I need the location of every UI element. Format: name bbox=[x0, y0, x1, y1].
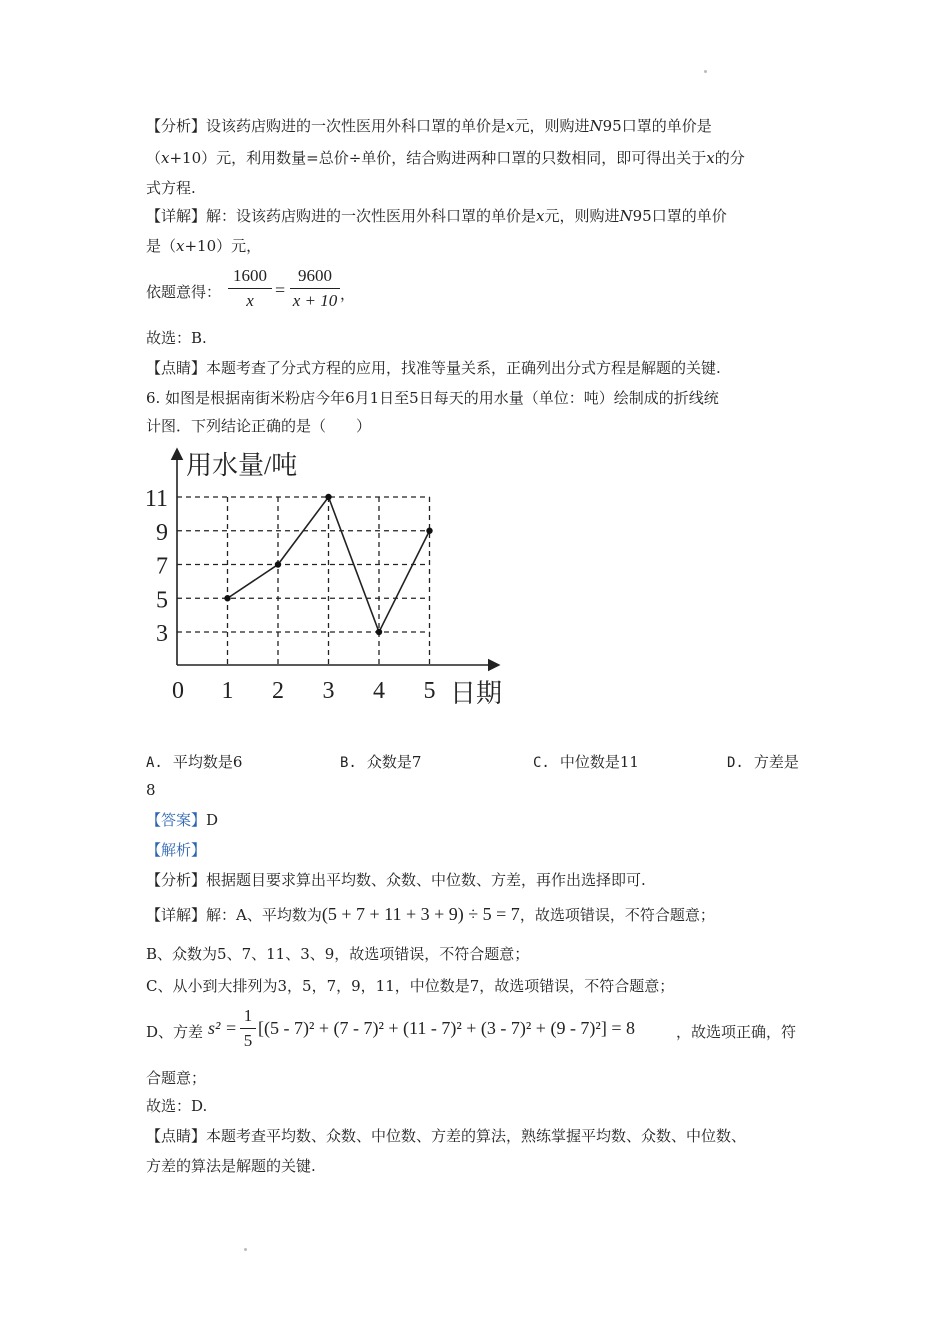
variance-symbol: s² = bbox=[208, 1018, 238, 1038]
detail2-line2: B、众数为5、7、11、3、9，故选项错误，不符合题意； bbox=[146, 945, 530, 963]
equals-sign: = bbox=[275, 280, 286, 300]
mean-expression: (5 + 7 + 11 + 3 + 9) ÷ 5 = 7 bbox=[321, 904, 520, 924]
option-d-continued: 8 bbox=[146, 781, 156, 799]
detail2-line3: C、从小到大排列为3，5，7，9，11，中位数是7，故选项错误，不符合题意； bbox=[146, 977, 675, 995]
data-point bbox=[325, 494, 331, 500]
detail2-line4-suffix: ，故选项正确，符 bbox=[676, 1023, 797, 1041]
detail1-line1: 【详解】解：设该药店购进的一次性医用外科口罩的单价是x元，则购进N95口罩的单价 bbox=[146, 207, 727, 225]
data-point bbox=[376, 629, 382, 635]
x-axis-label: 日期 bbox=[450, 679, 503, 708]
x-tick-label: 4 bbox=[373, 678, 385, 704]
y-tick-label: 3 bbox=[156, 621, 168, 647]
analysis1-line1: 【分析】设该药店购进的一次性医用外科口罩的单价是x元，则购进N95口罩的单价是 bbox=[146, 117, 712, 135]
detail2-line5: 合题意； bbox=[146, 1069, 207, 1087]
choose-d: 故选：D. bbox=[146, 1097, 208, 1115]
comment2-line2: 方差的算法是解题的关键. bbox=[146, 1157, 316, 1175]
y-tick-label: 11 bbox=[144, 486, 168, 512]
page-mark-bottom bbox=[244, 1248, 247, 1251]
analysis-tag: 【解析】 bbox=[146, 841, 207, 859]
question6-line1: 6. 如图是根据南街米粉店今年6月1日至5日每天的用水量（单位：吨）绘制成的折线统 bbox=[146, 389, 719, 407]
data-point bbox=[224, 595, 230, 601]
y-tick-label: 5 bbox=[156, 587, 168, 614]
equation-prefix: 依题意得： bbox=[146, 283, 222, 301]
variance-expression: [(5 - 7)² + (7 - 7)² + (11 - 7)² + (3 - 7)² + (9 - 7)²] = 8 bbox=[258, 1018, 635, 1038]
x-tick-label: 2 bbox=[272, 678, 284, 704]
fraction-1600-over-x: 1600 x bbox=[228, 266, 272, 311]
equation-comma: ， bbox=[340, 285, 356, 303]
option-d: D. 方差是 bbox=[727, 753, 799, 771]
fraction-one-fifth: 1 5 bbox=[240, 1006, 256, 1051]
option-a: A. 平均数是6 bbox=[146, 753, 243, 771]
option-b: B. 众数是7 bbox=[340, 753, 422, 771]
y-axis-label: 用水量/吨 bbox=[186, 451, 298, 480]
fraction-9600-over-x-plus-10: 9600 x + 10 bbox=[290, 266, 340, 311]
comment1: 【点睛】本题考查了分式方程的应用，找准等量关系，正确列出分式方程是解题的关键. bbox=[146, 359, 721, 377]
origin-label: 0 bbox=[172, 678, 184, 704]
question6-line2: 计图．下列结论正确的是（ ） bbox=[146, 417, 372, 435]
detail2-line4-prefix: D、方差 bbox=[146, 1023, 204, 1041]
water-usage-line-chart bbox=[140, 444, 510, 714]
x-tick-label: 5 bbox=[423, 678, 436, 704]
comment2-line1: 【点睛】本题考查平均数、众数、中位数、方差的算法，熟练掌握平均数、众数、中位数、 bbox=[146, 1127, 747, 1145]
analysis2: 【分析】根据题目要求算出平均数、众数、中位数、方差，再作出选择即可. bbox=[146, 871, 646, 889]
x-tick-label: 1 bbox=[221, 678, 234, 704]
y-tick-label: 9 bbox=[156, 519, 168, 546]
analysis1-line2: （x+10）元，利用数量=总价÷单价，结合购进两种口罩的只数相同，即可得出关于x的分 bbox=[146, 149, 745, 167]
answer-line: 【答案】D bbox=[146, 811, 219, 829]
x-tick-label: 3 bbox=[322, 678, 335, 704]
analysis1-line3: 式方程. bbox=[146, 179, 196, 197]
detail2-line1: 【详解】解：A、平均数为(5 + 7 + 11 + 3 + 9) ÷ 5 = 7，故选项错误，不符合题意； bbox=[146, 904, 715, 924]
data-point bbox=[426, 528, 432, 534]
detail1-line2: 是（x+10）元， bbox=[146, 237, 262, 255]
data-point bbox=[275, 561, 281, 567]
answer1: 故选：B. bbox=[146, 329, 207, 347]
y-tick-label: 7 bbox=[156, 553, 168, 580]
page-mark-top bbox=[704, 70, 707, 73]
option-c: C. 中位数是11 bbox=[533, 753, 639, 771]
